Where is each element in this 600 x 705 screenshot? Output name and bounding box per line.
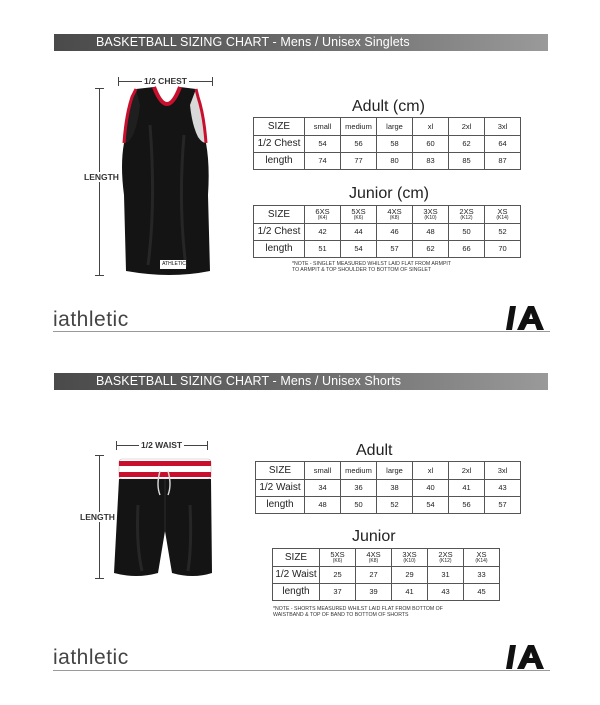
- table-header-cell: small: [305, 118, 341, 136]
- table-header-cell: [449, 206, 485, 224]
- table-header-row: [254, 118, 521, 136]
- shorts-note-line2: WAISTBAND & TOP OF BAND TO BOTTOM OF SHORTS: [273, 612, 409, 618]
- table-header-cell: 2xl: [449, 118, 485, 136]
- table-header-cell: 3xl: [485, 462, 521, 480]
- table-cell: 64: [485, 136, 521, 153]
- singlet-tag-text: ATHLETIC: [162, 261, 186, 267]
- singlets-adult-table: [253, 117, 521, 170]
- table-row: [254, 136, 521, 153]
- table-header-cell: [341, 206, 377, 224]
- singlet-length-line: [99, 88, 100, 276]
- table-cell: 44: [341, 224, 377, 241]
- size-kid-code: (K6): [353, 215, 364, 222]
- size-kid-code: (K12): [460, 215, 473, 222]
- table-cell: 54: [341, 241, 377, 258]
- waist-measure-label: 1/2 WAIST: [141, 440, 183, 450]
- row-label: length: [254, 153, 305, 170]
- table-header-cell: xl: [413, 118, 449, 136]
- size-kid-code: (K14): [475, 558, 488, 565]
- singlets-adult-title: Adult (cm): [352, 98, 425, 115]
- table-cell: 62: [449, 136, 485, 153]
- table-cell: 36: [341, 480, 377, 497]
- table-cell: 54: [305, 136, 341, 153]
- table-row: [254, 224, 521, 241]
- size-code: 3XS: [423, 206, 438, 216]
- table-header-cell: [356, 549, 392, 567]
- table-row: [254, 241, 521, 258]
- table-cell: 50: [449, 224, 485, 241]
- size-kid-code: (K14): [496, 215, 509, 222]
- table-cell: 56: [341, 136, 377, 153]
- table-header-cell: [428, 549, 464, 567]
- singlet-length-tick-top: [95, 88, 104, 89]
- table-header-cell: 2xl: [449, 462, 485, 480]
- table-cell: 57: [377, 241, 413, 258]
- table-row: [273, 567, 500, 584]
- table-header-cell: SIZE: [254, 206, 305, 224]
- table-cell: 38: [377, 480, 413, 497]
- table-cell: 39: [356, 584, 392, 601]
- singlet-illustration: [110, 85, 220, 285]
- table-cell: 52: [377, 497, 413, 514]
- singlet-length-tick-bottom: [95, 275, 104, 276]
- table-cell: 41: [392, 584, 428, 601]
- waist-measure-tick-left: [116, 441, 117, 450]
- row-label: length: [256, 497, 305, 514]
- shorts-length-tick-bottom: [95, 578, 104, 579]
- table-header-cell: [320, 549, 356, 567]
- table-header-cell: SIZE: [273, 549, 320, 567]
- table-header-cell: [413, 206, 449, 224]
- singlets-footer-rule: [53, 331, 550, 332]
- table-header-cell: SIZE: [256, 462, 305, 480]
- singlets-junior-table: [253, 205, 521, 258]
- singlets-header-title: BASKETBALL SIZING CHART - Mens / Unisex Singlets: [96, 35, 410, 49]
- row-label: length: [254, 241, 305, 258]
- table-cell: 54: [413, 497, 449, 514]
- shorts-adult-title: Adult: [356, 442, 393, 459]
- shorts-ia-logo: [506, 645, 546, 669]
- table-cell: 29: [392, 567, 428, 584]
- shorts-illustration: [108, 455, 218, 585]
- size-code: 2XS: [459, 206, 474, 216]
- table-cell: 83: [413, 153, 449, 170]
- table-header-cell: [305, 206, 341, 224]
- table-cell: 62: [413, 241, 449, 258]
- shorts-header-title: BASKETBALL SIZING CHART - Mens / Unisex Shorts: [96, 374, 402, 388]
- size-code: 6XS: [315, 206, 330, 216]
- row-label: 1/2 Waist: [256, 480, 305, 497]
- table-cell: 42: [305, 224, 341, 241]
- size-kid-code: (K10): [424, 215, 437, 222]
- size-kid-code: (K12): [439, 558, 452, 565]
- chest-measure-label: 1/2 CHEST: [144, 76, 187, 86]
- table-header-cell: 3xl: [485, 118, 521, 136]
- table-cell: 70: [485, 241, 521, 258]
- shorts-length-label: LENGTH: [80, 512, 115, 522]
- table-cell: 56: [449, 497, 485, 514]
- table-header-row: [256, 462, 521, 480]
- table-cell: 51: [305, 241, 341, 258]
- table-cell: 80: [377, 153, 413, 170]
- table-cell: 45: [464, 584, 500, 601]
- singlets-ia-logo: [506, 306, 546, 330]
- size-kid-code: (K4): [317, 215, 328, 222]
- table-cell: 52: [485, 224, 521, 241]
- shorts-length-tick-top: [95, 455, 104, 456]
- table-cell: 27: [356, 567, 392, 584]
- table-row: [273, 584, 500, 601]
- size-code: 2XS: [438, 549, 453, 559]
- size-code: XS: [497, 206, 508, 216]
- size-code: 5XS: [351, 206, 366, 216]
- table-header-cell: small: [305, 462, 341, 480]
- table-cell: 31: [428, 567, 464, 584]
- singlets-junior-title: Junior (cm): [349, 185, 430, 202]
- table-header-row: [273, 549, 500, 567]
- table-header-cell: medium: [341, 118, 377, 136]
- size-kid-code: (K6): [332, 558, 343, 565]
- size-code: 3XS: [402, 549, 417, 559]
- table-header-cell: xl: [413, 462, 449, 480]
- row-label: 1/2 Chest: [254, 224, 305, 241]
- size-kid-code: (K8): [368, 558, 379, 565]
- row-label: 1/2 Chest: [254, 136, 305, 153]
- table-cell: 48: [413, 224, 449, 241]
- singlets-note-line2: TO ARMPIT & TOP SHOULDER TO BOTTOM OF SINGLET: [292, 267, 432, 273]
- shorts-footer-rule: [53, 670, 550, 671]
- shorts-junior-table: [272, 548, 500, 601]
- shorts-junior-title: Junior: [352, 528, 396, 545]
- table-header-cell: [464, 549, 500, 567]
- table-cell: 34: [305, 480, 341, 497]
- row-label: length: [273, 584, 320, 601]
- table-cell: 77: [341, 153, 377, 170]
- table-header-cell: [377, 206, 413, 224]
- row-label: 1/2 Waist: [273, 567, 320, 584]
- table-header-row: [254, 206, 521, 224]
- size-code: 4XS: [366, 549, 381, 559]
- table-cell: 43: [428, 584, 464, 601]
- table-cell: 40: [413, 480, 449, 497]
- table-cell: 74: [305, 153, 341, 170]
- waist-measure-tick-right: [207, 441, 208, 450]
- shorts-header-bar: [54, 373, 548, 390]
- table-cell: 50: [341, 497, 377, 514]
- table-cell: 87: [485, 153, 521, 170]
- table-row: [256, 497, 521, 514]
- table-header-cell: [392, 549, 428, 567]
- singlets-brand-wordmark: iathletic: [53, 308, 129, 331]
- table-cell: 25: [320, 567, 356, 584]
- table-row: [256, 480, 521, 497]
- shorts-note-line1: *NOTE - SHORTS MEASURED WHILST LAID FLAT FROM BOTTOM OF: [273, 606, 443, 612]
- table-cell: 46: [377, 224, 413, 241]
- table-cell: 85: [449, 153, 485, 170]
- size-code: 5XS: [330, 549, 345, 559]
- singlet-length-label: LENGTH: [84, 172, 119, 182]
- table-cell: 37: [320, 584, 356, 601]
- table-header-cell: medium: [341, 462, 377, 480]
- table-header-cell: [485, 206, 521, 224]
- table-header-cell: large: [377, 118, 413, 136]
- table-cell: 33: [464, 567, 500, 584]
- size-code: 4XS: [387, 206, 402, 216]
- table-cell: 48: [305, 497, 341, 514]
- table-cell: 58: [377, 136, 413, 153]
- size-code: XS: [476, 549, 487, 559]
- table-cell: 43: [485, 480, 521, 497]
- table-cell: 41: [449, 480, 485, 497]
- table-row: [254, 153, 521, 170]
- singlets-header-bar: [54, 34, 548, 51]
- shorts-brand-wordmark: iathletic: [53, 646, 129, 669]
- singlets-note-line1: *NOTE - SINGLET MEASURED WHILST LAID FLAT FROM ARMPIT: [292, 261, 452, 267]
- size-kid-code: (K10): [403, 558, 416, 565]
- shorts-adult-table: [255, 461, 521, 514]
- table-cell: 66: [449, 241, 485, 258]
- table-cell: 57: [485, 497, 521, 514]
- table-header-cell: SIZE: [254, 118, 305, 136]
- table-cell: 60: [413, 136, 449, 153]
- size-kid-code: (K8): [389, 215, 400, 222]
- table-header-cell: large: [377, 462, 413, 480]
